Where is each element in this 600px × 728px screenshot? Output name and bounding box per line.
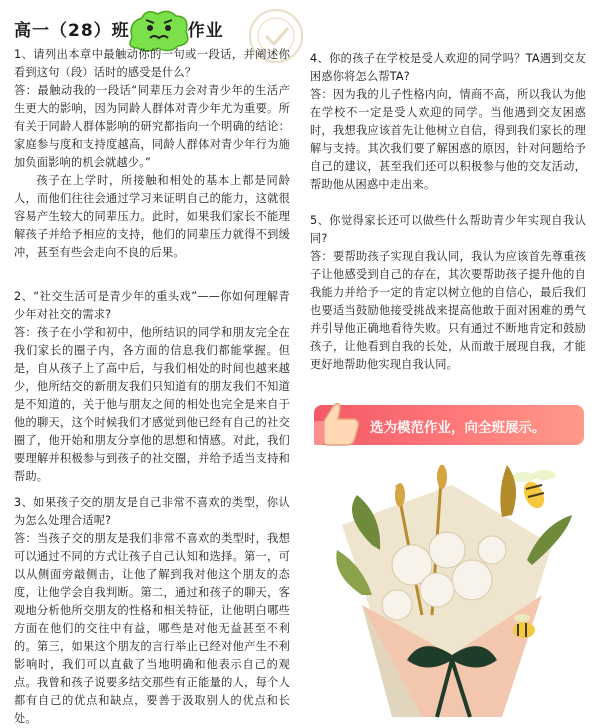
question-4 — [310, 50, 586, 194]
right-column — [302, 0, 594, 722]
answer-1-paragraph-2: 孩子在上学时，所接触和相处的基本上都是同龄人，而他们往往会通过学习来证明自己的能力，这就很容易产生较大的同辈压力。此时，如果我们家长不能理解孩子并给予相应的支持，他们的同辈压力就得不到缓冲，甚至有些会走向不良的后果。 — [14, 174, 290, 259]
question-2 — [14, 288, 290, 486]
left-column — [6, 0, 294, 725]
answer-4-text: 答：因为我的儿子性格内向，情商不高，所以我认为他在学校不一定是受人欢迎的同学。当他遇到交友困惑时，我想我应该首先让他树立自信，得到我们家长的理解与支持。其次我们要了解困惑的原因，针对问题给予自己的建议，甚至我们还可以积极参与他的交友活动，帮助他从困惑中走出来。 — [310, 88, 586, 191]
question-1 — [14, 46, 290, 262]
thumbs-up-icon — [310, 397, 366, 449]
question-2-text: 2、“社交生活可是青少年的重头戏”——你如何理解青少年对社交的需求? — [14, 290, 290, 321]
model-homework-banner[interactable] — [314, 405, 584, 445]
question-3 — [14, 494, 290, 728]
bee-icon — [512, 470, 556, 511]
answer-5-text: 答：要帮助孩子实现自我认同，我认为应该首先尊重孩子让他感受到自己的存在，其次要帮助孩子提升他的自我能力并给予一定的肯定以树立他的自信心，最后我们也要适当鼓励他接受挑战来提高他敢于面对困难的勇气并引导他正确地看待失败。只有通过不断地肯定和鼓励孩子，让他看到自我的长处，从而敢于展现自我，才能更好地帮助他实现自我认同。 — [310, 250, 586, 371]
answer-3-text: 答：当孩子交的朋友是我们非常不喜欢的类型时，我想可以通过不同的方式让孩子自己认知和选择。第一，可以从侧面旁敲侧击，让他了解到我对他这个朋友的态度，让他学会自我判断。第二，通过和孩子的聊天，客观地分析他所交朋友的性格和相关特征，让他明白哪些方面在他们的交往中有益，哪些是对他无益甚至不利的。第三，如果这个朋友的言行举止已经对他产生不利影响时，我们可以直截了当地明确和他表示自己的观点。我曾和孩子说要多结交那些有正能量的人，每个人都有自己的优点和缺点，要善于汲取别人的优点和长处。 — [14, 532, 290, 725]
question-3-text: 3、如果孩子交的朋友是自己非常不喜欢的类型，你认为怎么处理合适呢? — [14, 496, 290, 527]
question-5 — [310, 212, 586, 374]
question-4-text: 4、你的孩子在学校是受人欢迎的同学吗？TA遇到交友困惑你将怎么帮TA? — [310, 52, 586, 83]
question-1-text: 1、请列出本章中最触动你的一句或一段话，并阐述你看到这句（段）话时的感受是什么？ — [14, 48, 290, 79]
question-5-text: 5、你觉得家长还可以做些什么帮助青少年实现自我认同? — [310, 214, 586, 245]
answer-1-text: 答：最触动我的一段话“同辈压力会对青少年的生活产生更大的影响，因为同龄人群体对青少年尤为重要。所有关于同龄人群体影响的研究都指向一个明确的结论：家庭参与度和支持度越高，同龄人群体对青少年行为施加负面影响的机会就越少。” — [14, 84, 290, 169]
answer-2-text: 答：孩子在小学和初中，他所结识的同学和朋友完全在我们家长的圈子内，各方面的信息我们都能掌握。但是，自从孩子上了高中后，与我们相处的时间也越来越少，他所结交的新朋友我们只知道有的朋友我们不知道是不知道的，关于他与朋友之间的相处也完全是来自于他的聊天，这个时候我们才感觉到他已经有自己的社交圈了，他开始和朋友分享他的思想和情感。对此，我们要理解并积极参与到孩子的社交圈，并给予适当支持和帮助。 — [14, 326, 290, 483]
flower-bouquet-illustration — [302, 455, 594, 722]
title-text: 高一（28）班 — [14, 21, 130, 41]
banner-text: 选为模范作业，向全班展示。 — [370, 420, 546, 436]
title-tail: 作业 — [187, 21, 224, 41]
